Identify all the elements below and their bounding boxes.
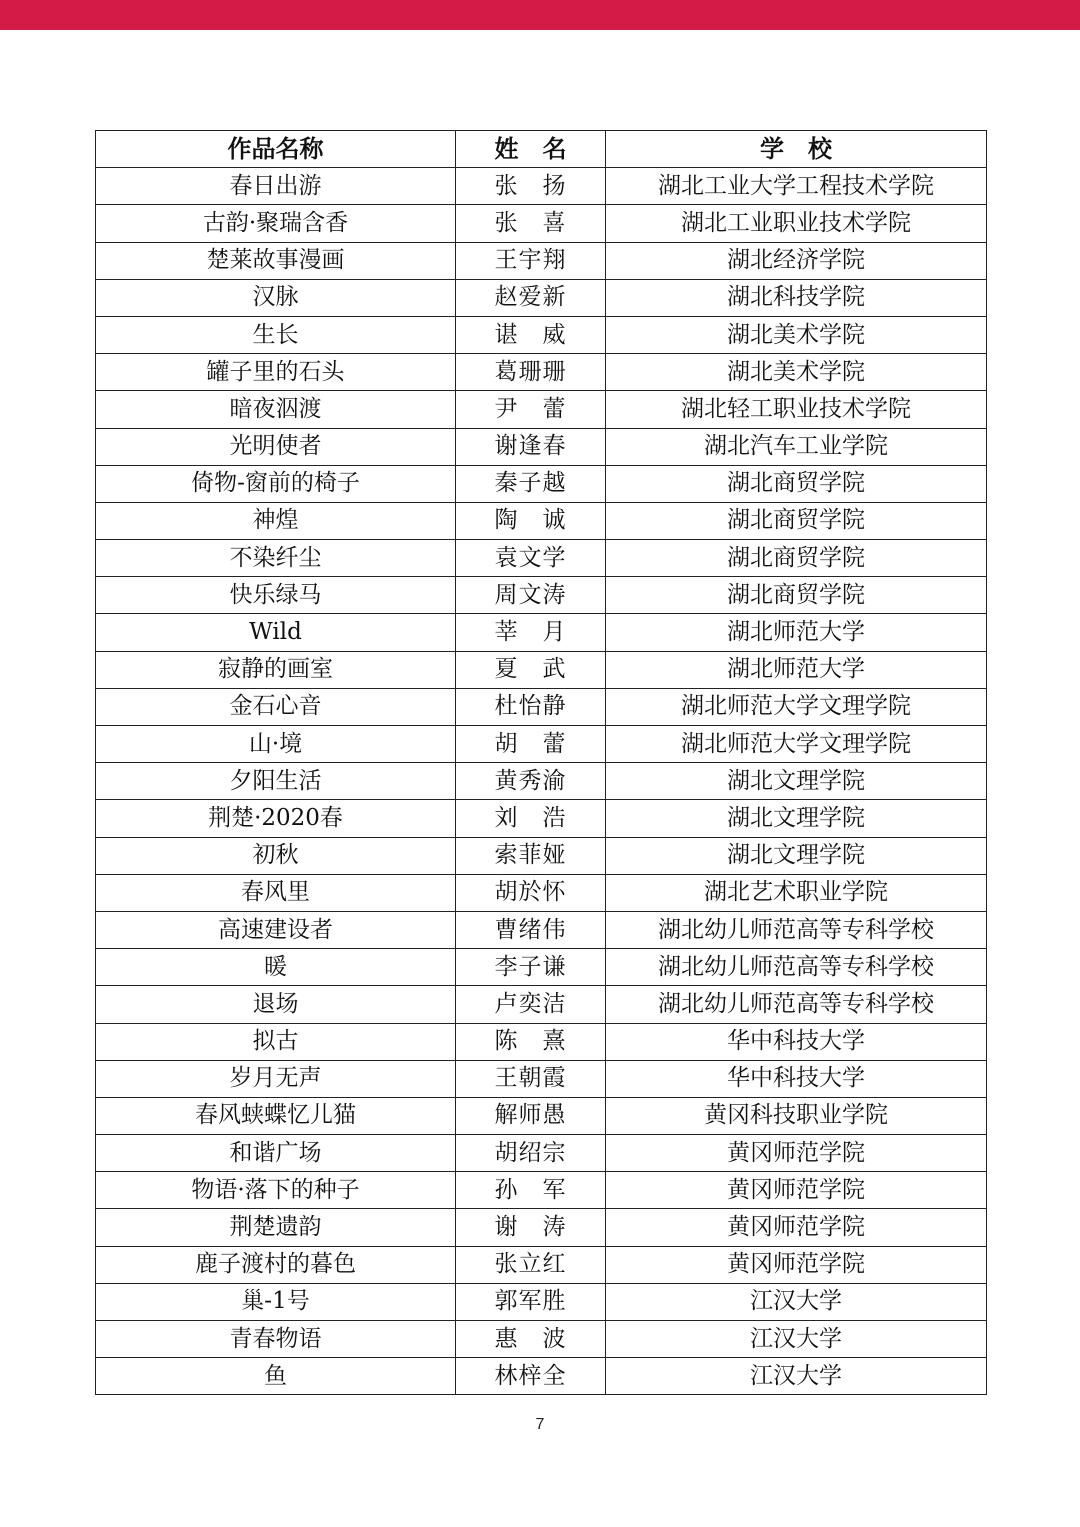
author-name-cell: 周文涛: [456, 577, 606, 614]
author-name-cell: 杜怡静: [456, 688, 606, 725]
header-work-title: 作品名称: [96, 131, 456, 168]
author-name-cell: 曹绪伟: [456, 911, 606, 948]
table-row: [96, 242, 987, 279]
author-name-cell: 张 扬: [456, 168, 606, 205]
school-cell: 湖北经济学院: [606, 242, 987, 279]
author-name-cell: 李子谦: [456, 949, 606, 986]
work-title-cell: 古韵·聚瑞含香: [96, 205, 456, 242]
school-cell: 湖北师范大学文理学院: [606, 688, 987, 725]
author-name-cell: 尹 蕾: [456, 391, 606, 428]
work-title-cell: 荆楚·2020春: [96, 800, 456, 837]
work-title-cell: 倚物-窗前的椅子: [96, 465, 456, 502]
author-name-cell: 胡於怀: [456, 874, 606, 911]
work-title-cell: 山·境: [96, 726, 456, 763]
author-name-cell: 陶 诚: [456, 502, 606, 539]
table-row: [96, 1023, 987, 1060]
author-name-cell: 王朝霞: [456, 1060, 606, 1097]
table-row: [96, 800, 987, 837]
school-cell: 湖北师范大学: [606, 651, 987, 688]
table-row: [96, 1172, 987, 1209]
author-name-cell: 谢逢春: [456, 428, 606, 465]
work-title-cell: 退场: [96, 986, 456, 1023]
table-row: [96, 726, 987, 763]
work-title-cell: 神煌: [96, 502, 456, 539]
school-cell: 湖北师范大学文理学院: [606, 726, 987, 763]
author-name-cell: 胡 蕾: [456, 726, 606, 763]
school-cell: 湖北商贸学院: [606, 502, 987, 539]
school-cell: 湖北汽车工业学院: [606, 428, 987, 465]
work-title-cell: Wild: [96, 614, 456, 651]
school-cell: 江汉大学: [606, 1358, 987, 1395]
school-cell: 湖北商贸学院: [606, 540, 987, 577]
work-title-cell: 高速建设者: [96, 911, 456, 948]
school-cell: 湖北师范大学: [606, 614, 987, 651]
school-cell: 湖北工业大学工程技术学院: [606, 168, 987, 205]
table-row: [96, 911, 987, 948]
work-title-cell: 荆楚遗韵: [96, 1209, 456, 1246]
author-name-cell: 郭军胜: [456, 1283, 606, 1320]
school-cell: 黄冈师范学院: [606, 1135, 987, 1172]
author-name-cell: 孙 军: [456, 1172, 606, 1209]
table-row: [96, 986, 987, 1023]
table-row: [96, 168, 987, 205]
table-header-row: [96, 131, 987, 168]
table-row: [96, 949, 987, 986]
school-cell: 湖北文理学院: [606, 763, 987, 800]
school-cell: 黄冈师范学院: [606, 1246, 987, 1283]
author-name-cell: 卢奕洁: [456, 986, 606, 1023]
header-author-name: 姓 名: [456, 131, 606, 168]
school-cell: 湖北美术学院: [606, 354, 987, 391]
author-name-cell: 谌 威: [456, 316, 606, 353]
work-title-cell: 生长: [96, 316, 456, 353]
school-cell: 湖北商贸学院: [606, 465, 987, 502]
table-row: [96, 837, 987, 874]
work-title-cell: 岁月无声: [96, 1060, 456, 1097]
table-row: [96, 1060, 987, 1097]
work-title-cell: 春风里: [96, 874, 456, 911]
school-cell: 黄冈科技职业学院: [606, 1097, 987, 1134]
school-cell: 湖北幼儿师范高等专科学校: [606, 949, 987, 986]
school-cell: 湖北幼儿师范高等专科学校: [606, 986, 987, 1023]
author-name-cell: 王宇翔: [456, 242, 606, 279]
table-row: [96, 502, 987, 539]
table-row: [96, 1321, 987, 1358]
table-row: [96, 1209, 987, 1246]
author-name-cell: 胡绍宗: [456, 1135, 606, 1172]
table-row: [96, 465, 987, 502]
school-cell: 湖北科技学院: [606, 279, 987, 316]
work-title-cell: 罐子里的石头: [96, 354, 456, 391]
school-cell: 华中科技大学: [606, 1023, 987, 1060]
work-title-cell: 春风蛱蝶忆儿猫: [96, 1097, 456, 1134]
table-row: [96, 874, 987, 911]
table-row: [96, 428, 987, 465]
work-title-cell: 不染纤尘: [96, 540, 456, 577]
table-row: [96, 614, 987, 651]
author-name-cell: 惠 波: [456, 1321, 606, 1358]
work-title-cell: 光明使者: [96, 428, 456, 465]
author-name-cell: 黄秀渝: [456, 763, 606, 800]
school-cell: 华中科技大学: [606, 1060, 987, 1097]
author-name-cell: 谢 涛: [456, 1209, 606, 1246]
work-title-cell: 鹿子渡村的暮色: [96, 1246, 456, 1283]
work-title-cell: 初秋: [96, 837, 456, 874]
school-cell: 黄冈师范学院: [606, 1209, 987, 1246]
school-cell: 湖北工业职业技术学院: [606, 205, 987, 242]
school-cell: 湖北轻工职业技术学院: [606, 391, 987, 428]
table-row: [96, 688, 987, 725]
school-cell: 黄冈师范学院: [606, 1172, 987, 1209]
table-row: [96, 391, 987, 428]
school-cell: 湖北美术学院: [606, 316, 987, 353]
table-row: [96, 1358, 987, 1395]
work-title-cell: 青春物语: [96, 1321, 456, 1358]
author-name-cell: 林梓全: [456, 1358, 606, 1395]
school-cell: 江汉大学: [606, 1283, 987, 1320]
header-school: 学 校: [606, 131, 987, 168]
top-accent-band: [0, 0, 1080, 30]
work-title-cell: 暗夜泅渡: [96, 391, 456, 428]
author-name-cell: 索菲娅: [456, 837, 606, 874]
table-row: [96, 540, 987, 577]
work-title-cell: 拟古: [96, 1023, 456, 1060]
author-name-cell: 陈 熹: [456, 1023, 606, 1060]
table-row: [96, 577, 987, 614]
work-title-cell: 暖: [96, 949, 456, 986]
table-row: [96, 354, 987, 391]
school-cell: 湖北艺术职业学院: [606, 874, 987, 911]
author-name-cell: 张立红: [456, 1246, 606, 1283]
table-row: [96, 763, 987, 800]
work-title-cell: 春日出游: [96, 168, 456, 205]
work-title-cell: 和谐广场: [96, 1135, 456, 1172]
work-title-cell: 物语·落下的种子: [96, 1172, 456, 1209]
work-title-cell: 汉脉: [96, 279, 456, 316]
author-name-cell: 赵爱新: [456, 279, 606, 316]
author-name-cell: 秦子越: [456, 465, 606, 502]
author-name-cell: 袁文学: [456, 540, 606, 577]
work-title-cell: 寂静的画室: [96, 651, 456, 688]
author-name-cell: 夏 武: [456, 651, 606, 688]
page-number: 7: [535, 1416, 545, 1433]
author-name-cell: 张 喜: [456, 205, 606, 242]
author-name-cell: 莘 月: [456, 614, 606, 651]
school-cell: 湖北文理学院: [606, 837, 987, 874]
school-cell: 湖北文理学院: [606, 800, 987, 837]
table-row: [96, 1097, 987, 1134]
school-cell: 江汉大学: [606, 1321, 987, 1358]
table-body: [96, 168, 987, 1395]
school-cell: 湖北商贸学院: [606, 577, 987, 614]
work-title-cell: 快乐绿马: [96, 577, 456, 614]
table-row: [96, 316, 987, 353]
work-title-cell: 金石心音: [96, 688, 456, 725]
table-row: [96, 1283, 987, 1320]
table-row: [96, 1135, 987, 1172]
table-row: [96, 1246, 987, 1283]
table-row: [96, 205, 987, 242]
work-title-cell: 鱼: [96, 1358, 456, 1395]
table-row: [96, 279, 987, 316]
award-list-table: [95, 130, 987, 1395]
work-title-cell: 楚莱故事漫画: [96, 242, 456, 279]
author-name-cell: 解师愚: [456, 1097, 606, 1134]
table-row: [96, 651, 987, 688]
school-cell: 湖北幼儿师范高等专科学校: [606, 911, 987, 948]
work-title-cell: 巢-1号: [96, 1283, 456, 1320]
author-name-cell: 葛珊珊: [456, 354, 606, 391]
author-name-cell: 刘 浩: [456, 800, 606, 837]
work-title-cell: 夕阳生活: [96, 763, 456, 800]
